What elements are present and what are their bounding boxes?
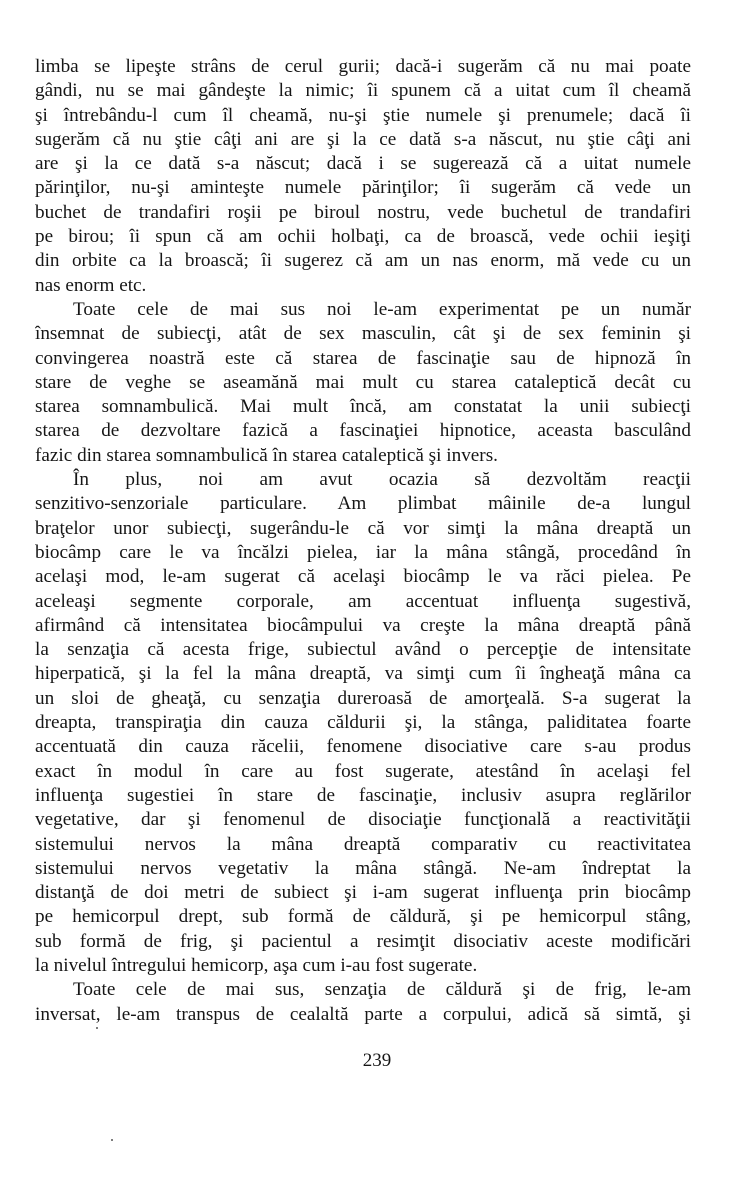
text-line: însemnat de subiecţi, atât de sex masculin, cât şi de sex feminin şi — [35, 323, 691, 345]
body-text — [35, 55, 691, 1027]
text-line: distanţă de doi metri de subiect şi i-am sugerat influenţa prin biocâmp — [35, 882, 691, 904]
text-line: sub formă de frig, şi pacientul a resimţit disociativ aceste modificări — [35, 930, 691, 952]
text-line: limba se lipeşte strâns de cerul gurii; dacă-i sugerăm că nu mai poate — [35, 56, 691, 77]
text-line: sugerăm că nu ştie câţi ani are şi la ce dată s-a născut, nu ştie câţi ani — [35, 128, 691, 150]
text-line: influenţa sugestiei în stare de fascinaţie, inclusiv asupra reglărilor — [35, 784, 691, 806]
text-line: exact în modul în care au fost sugerate, atestând în acelaşi fel — [35, 760, 691, 782]
text-line: acelaşi mod, le-am sugerat că acelaşi biocâmp le va răci pielea. Pe — [35, 566, 691, 588]
text-line: din orbite ca la broască; îi sugerez că am un nas enorm, mă vede cu un — [35, 250, 691, 272]
text-line: fazic din starea somnambulică în starea cataleptică şi invers. — [35, 444, 498, 466]
text-line: la senzaţia că acesta frige, subiectul având o percepţie de intensitate — [35, 639, 691, 661]
text-line: are şi la ce dată s-a născut; dacă i se sugerează că a uitat numele — [35, 153, 691, 175]
text-line: vegetative, dar şi fenomenul de disociaţie funcţională a reactivităţii — [35, 809, 691, 831]
scan-speck — [111, 1139, 113, 1141]
text-line: nas enorm etc. — [35, 274, 147, 296]
text-line: Toate cele de mai sus noi le-am experimentat pe un număr — [73, 298, 691, 320]
page-number: 239 — [362, 1050, 392, 1071]
text-line: părinţilor, nu-şi aminteşte numele părinţilor; îi sugerăm că vede un — [35, 177, 691, 199]
text-line: dreapta, transpiraţia din cauza căldurii şi, la stânga, paliditatea foarte — [35, 712, 691, 734]
text-line: biocâmp care le va încălzi pielea, iar la mâna stângă, procedând în — [35, 541, 691, 563]
text-line: stare de veghe se aseamănă mai mult cu starea cataleptică decât cu — [35, 371, 691, 393]
text-line: şi întrebându-l cum îl cheamă, nu-şi ştie numele şi prenumele; dacă îi — [35, 104, 691, 126]
text-line: senzitivo-senzoriale particulare. Am plimbat mâinile de-a lungul — [35, 493, 691, 515]
text-line: un sloi de gheaţă, cu senzaţia dureroasă de amorţeală. S-a sugerat la — [35, 687, 691, 709]
text-line: gândi, nu se mai gândeşte la nimic; îi spunem că a uitat cum îl cheamă — [35, 80, 691, 102]
text-line: accentuată din cauza răcelii, fenomene disociative care s-au produs — [35, 736, 691, 758]
text-line: sistemului nervos la mâna dreaptă comparativ cu reactivitatea — [35, 833, 691, 855]
text-line: starea de dezvoltare fazică a fascinaţiei hipnotice, aceasta basculând — [35, 420, 691, 442]
text-line: starea somnambulică. Mai mult încă, am constatat la unii subiecţi — [35, 396, 691, 418]
text-line: În plus, noi am avut ocazia să dezvoltăm reacţii — [73, 469, 691, 491]
text-line: convingerea noastră este că starea de fascinaţie sau de hipnoză în — [35, 347, 691, 369]
text-line: aceleaşi segmente corporale, am accentuat influenţa sugestivă, — [35, 590, 691, 612]
text-line: pe birou; îi spun că am ochii holbaţi, ca de broască, vede ochii ieşiţi — [35, 226, 691, 248]
text-line: hiperpatică, şi la fel la mâna dreaptă, va simţi cum îi îngheaţă mâna ca — [35, 663, 691, 685]
text-line: sistemului nervos vegetativ la mâna stângă. Ne-am îndreptat la — [35, 857, 691, 879]
text-line: inversat, le-am transpus de cealaltă parte a corpului, adică să simtă, şi — [35, 1003, 691, 1025]
text-line: pe hemicorpul drept, sub formă de căldură, şi pe hemicorpul stâng, — [35, 906, 691, 928]
text-line: la nivelul întregului hemicorp, aşa cum i-au fost sugerate. — [35, 954, 478, 976]
text-line: afirmând că intensitatea biocâmpului va creşte la mâna dreaptă până — [35, 614, 691, 636]
scan-speck — [96, 1027, 98, 1029]
text-line: buchet de trandafiri roşii pe biroul nostru, vede buchetul de trandafiri — [35, 201, 691, 223]
text-line: braţelor unor subiecţi, sugerându-le că vor simţi la mâna dreaptă un — [35, 517, 691, 539]
text-line: Toate cele de mai sus, senzaţia de căldură şi de frig, le-am — [73, 979, 691, 1001]
